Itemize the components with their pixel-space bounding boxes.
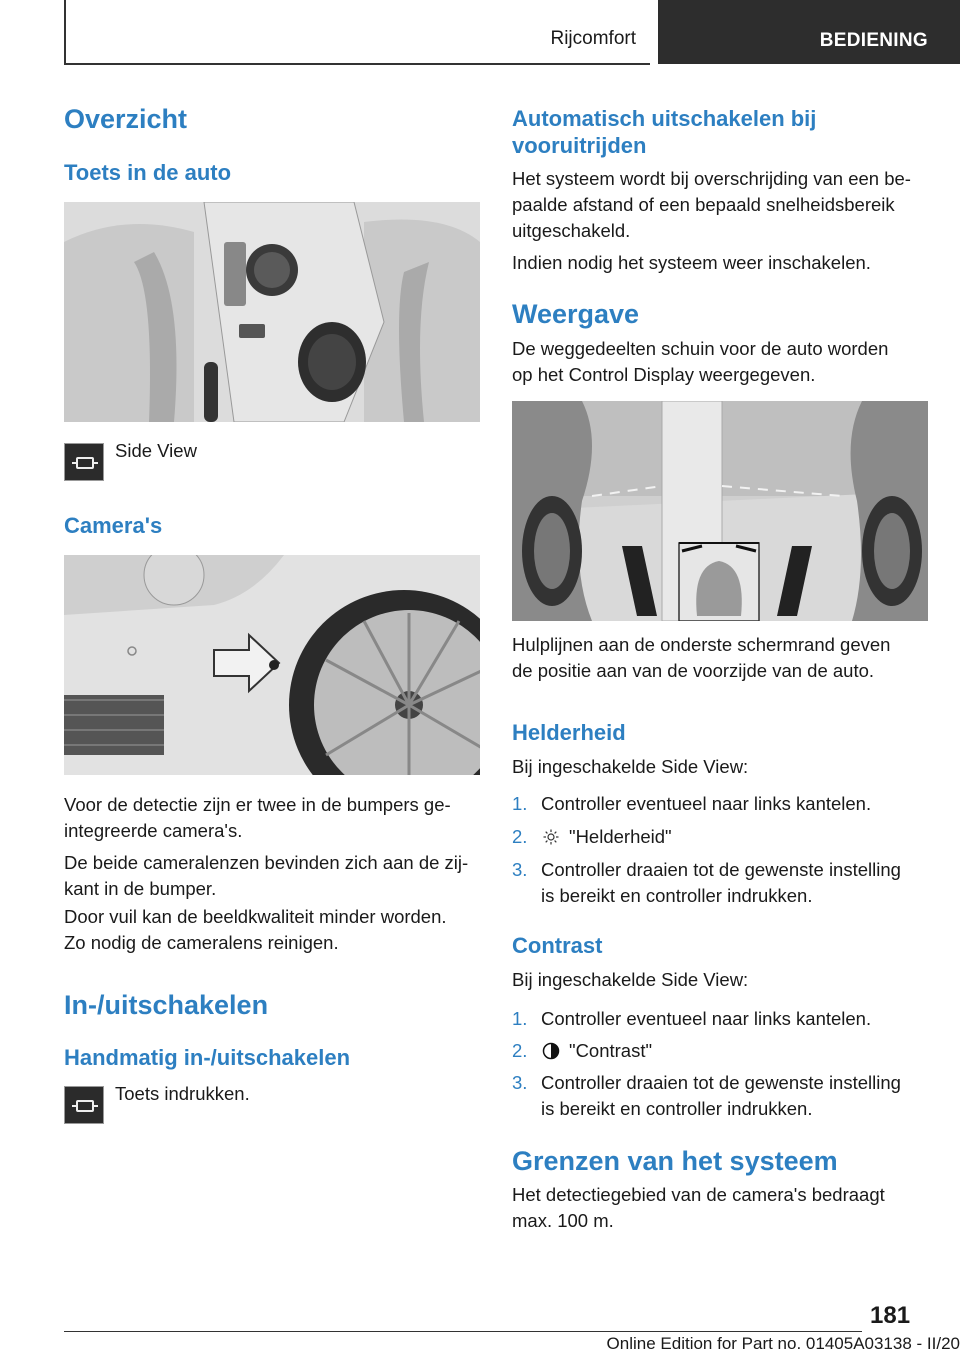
side-view-display-image bbox=[512, 401, 928, 621]
automatisch-para bbox=[512, 166, 911, 244]
text-line: uitgeschakeld. bbox=[512, 220, 631, 241]
text-line: is bereikt en controller indrukken. bbox=[541, 1098, 813, 1119]
text-line: Controller draaien tot de gewenste instelling bbox=[541, 1072, 901, 1093]
text-line: op het Control Display weergegeven. bbox=[512, 364, 816, 385]
heading-overzicht: Overzicht bbox=[64, 104, 188, 134]
heading-helderheid: Helderheid bbox=[512, 720, 626, 745]
step-text-wrap bbox=[541, 1038, 931, 1064]
step-text bbox=[541, 1070, 931, 1122]
heading-handmatig: Handmatig in-/uitschakelen bbox=[64, 1045, 351, 1070]
heading-contrast: Contrast bbox=[512, 933, 603, 958]
heading-cameras: Camera's bbox=[64, 513, 163, 538]
step-text: "Contrast" bbox=[569, 1040, 653, 1061]
grenzen-para bbox=[512, 1182, 885, 1234]
text-line: integreerde camera's. bbox=[64, 820, 243, 841]
helderheid-intro: Bij ingeschakelde Side View: bbox=[512, 756, 749, 777]
step-number: 1. bbox=[512, 1008, 528, 1029]
page-number: 181 bbox=[870, 1302, 911, 1329]
side-view-camera-icon bbox=[64, 1086, 104, 1124]
text-line: Het systeem wordt bij overschrijding van een be- bbox=[512, 168, 911, 189]
step-text bbox=[541, 857, 931, 909]
cameras-para-2 bbox=[64, 850, 468, 902]
step-number: 3. bbox=[512, 1072, 528, 1093]
step-number: 1. bbox=[512, 793, 528, 814]
heading-weergave: Weergave bbox=[512, 299, 640, 329]
half-circle-icon bbox=[541, 1038, 561, 1064]
step-number: 2. bbox=[512, 1040, 528, 1061]
header-chapter-label: BEDIENING bbox=[819, 30, 928, 51]
text-line: De beide cameralenzen bevinden zich aan de zij- bbox=[64, 852, 469, 873]
text-line: Hulplijnen aan de onderste schermrand geven bbox=[512, 634, 891, 655]
heading-in-uitschakelen: In-/uitschakelen bbox=[64, 990, 269, 1020]
heading-automatisch bbox=[512, 105, 816, 159]
step-text: Controller eventueel naar links kantelen. bbox=[541, 1008, 872, 1029]
header-rule-horizontal bbox=[64, 63, 650, 65]
header-section: Rijcomfort bbox=[550, 28, 636, 49]
text-line: De weggedeelten schuin voor de auto worden bbox=[512, 338, 889, 359]
heading-grenzen: Grenzen van het systeem bbox=[512, 1146, 838, 1176]
text-line: kant in de bumper. bbox=[64, 878, 217, 899]
side-view-label: Side View bbox=[115, 440, 197, 461]
step-text-wrap bbox=[541, 824, 931, 850]
heading-line: Automatisch uitschakelen bij bbox=[512, 106, 817, 131]
text-line: Zo nodig de cameralens reinigen. bbox=[64, 932, 339, 953]
hulplijnen-para bbox=[512, 632, 890, 684]
console-image bbox=[64, 202, 480, 422]
weergave-para bbox=[512, 336, 888, 388]
text-line: Door vuil kan de beeldkwaliteit minder worden. bbox=[64, 906, 447, 927]
step-number: 3. bbox=[512, 859, 528, 880]
cameras-para-3 bbox=[64, 904, 447, 956]
step-number: 2. bbox=[512, 826, 528, 847]
text-line: max. 100 m. bbox=[512, 1210, 614, 1231]
text-line: is bereikt en controller indrukken. bbox=[541, 885, 813, 906]
footer-rule bbox=[64, 1331, 862, 1332]
bumper-camera-image bbox=[64, 555, 480, 775]
footer-edition: Online Edition for Part no. 01405A03138 - II/20 bbox=[606, 1334, 960, 1353]
heading-toets: Toets in de auto bbox=[64, 160, 232, 185]
text-line: Controller draaien tot de gewenste instelling bbox=[541, 859, 901, 880]
sun-icon bbox=[541, 824, 561, 850]
contrast-intro: Bij ingeschakelde Side View: bbox=[512, 969, 749, 990]
step-text: Controller eventueel naar links kantelen. bbox=[541, 793, 872, 814]
text-line: de positie aan van de voorzijde van de auto. bbox=[512, 660, 875, 681]
heading-line: vooruitrijden bbox=[512, 133, 647, 158]
automatisch-para-2: Indien nodig het systeem weer inschakelen. bbox=[512, 252, 871, 273]
text-line: paalde afstand of een bepaald snelheidsbereik bbox=[512, 194, 895, 215]
text-line: Het detectiegebied van de camera's bedraagt bbox=[512, 1184, 885, 1205]
side-view-camera-icon bbox=[64, 443, 104, 481]
toets-indrukken-text: Toets indrukken. bbox=[115, 1083, 250, 1104]
header-rule-vertical bbox=[64, 0, 66, 64]
cameras-para-1 bbox=[64, 792, 451, 844]
header-chapter-tab bbox=[658, 0, 960, 64]
step-text: "Helderheid" bbox=[569, 826, 672, 847]
text-line: Voor de detectie zijn er twee in de bumpers ge- bbox=[64, 794, 451, 815]
